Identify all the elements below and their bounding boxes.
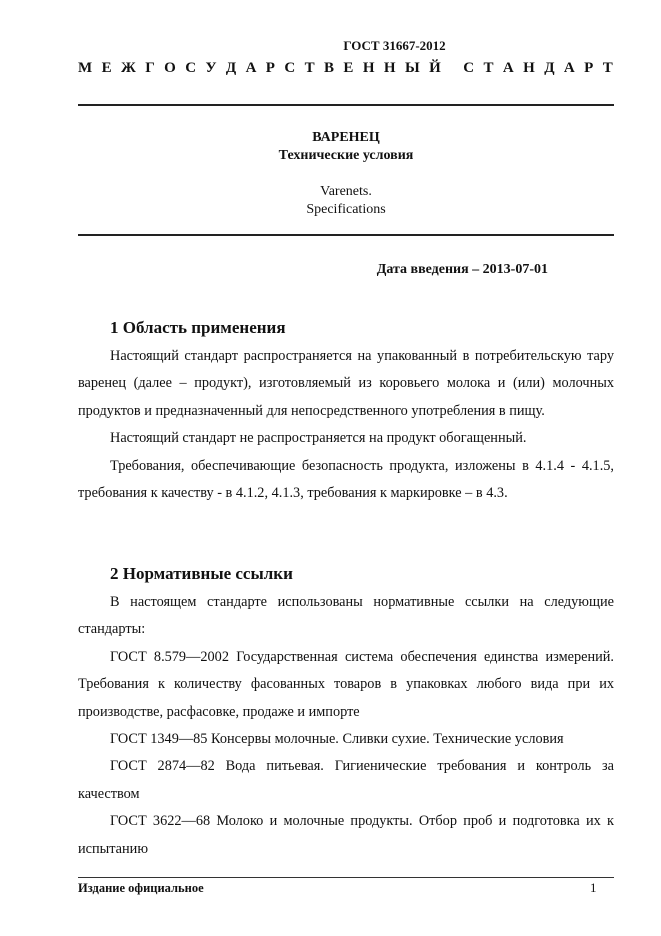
section1-paragraph: Настоящий стандарт не распространяется на продукт обогащенный. [110,430,527,447]
standard-type-letter: Т [304,60,315,76]
section1-paragraph: Настоящий стандарт распространяется на упакованный в потребительскую тару варенец (далее – продукт), изготовляемый из коровьего молока и (или) молочных продуктов и предназначенный для непосредственного употребления в пищу. [78,348,614,419]
intro-date: Дата введения – 2013-07-01 [376,262,548,277]
standard-type-letter: С [185,60,197,76]
section2-paragraph: В настоящем стандарте использованы нормативные ссылки на следующие стандарты: [78,594,614,638]
subtitle-ru: Технические условия [278,148,414,163]
section1-body [78,343,614,507]
standard-type-letter: А [563,60,575,76]
standard-type-letter: Ы [404,60,420,76]
standard-type-letter: Р [584,60,594,76]
section1-paragraph: Требования, обеспечивающие безопасность продукта, изложены в 4.1.4 - 4.1.5, требования к качеству - в 4.1.2, 4.1.3, требования к маркировке – в 4.3. [78,457,614,502]
section1-heading: 1 Область применения [110,318,286,337]
standard-type-letter: А [502,60,514,76]
standard-type-letter: Н [383,60,396,76]
standard-type-letter: Д [225,60,237,76]
standard-type-letter: Т [483,60,494,76]
standard-type-letter: М [78,60,93,76]
title-ru: ВАРЕНЕЦ [312,130,380,145]
standard-type-letter: Ж [120,60,136,76]
section2-body [78,589,614,863]
section2-paragraph: ГОСТ 3622—68 Молоко и молочные продукты. Отбор проб и подготовка их к испытанию [78,813,614,857]
section2-heading: 2 Нормативные ссылки [110,564,293,583]
standard-type-letter: Е [343,60,354,76]
edition-label: Издание официальное [78,881,204,895]
title-divider [78,234,614,236]
standard-type-letter: С [284,60,296,76]
standard-type-letter: У [205,60,217,76]
standard-type-letter: С [463,60,475,76]
section2-paragraph: ГОСТ 1349—85 Консервы молочные. Сливки сухие. Технические условия [110,731,564,748]
standard-type-letter: Т [602,60,613,76]
title-en: Varenets. [320,184,372,199]
standard-type-letter: В [324,60,335,76]
section2-paragraph: ГОСТ 8.579—2002 Государственная система обеспечения единства измерений. Требования к количеству фасованных товаров в упаковках любого вида при их производстве, расфасовке, продаже и импорте [78,648,614,720]
standard-type-letter: Н [523,60,535,76]
standard-type-letter: Г [145,60,155,76]
standard-type-letter: Е [101,60,112,76]
standard-type [78,60,613,77]
header-divider [78,104,614,106]
standard-type-letter [450,60,454,77]
subtitle-en: Specifications [306,202,386,217]
gost-code: ГОСТ 31667-2012 [343,38,446,53]
standard-type-letter: О [164,60,176,76]
section2-paragraph: ГОСТ 2874—82 Вода питьевая. Гигиенические требования и контроль за качеством [78,758,614,802]
footer-divider [78,877,614,878]
standard-type-letter: Р [265,60,275,76]
standard-type-letter: Д [544,60,555,76]
page-number: 1 [590,880,597,895]
standard-type-letter: Й [429,60,441,76]
standard-type-letter: А [245,60,257,76]
standard-type-letter: Н [362,60,375,76]
